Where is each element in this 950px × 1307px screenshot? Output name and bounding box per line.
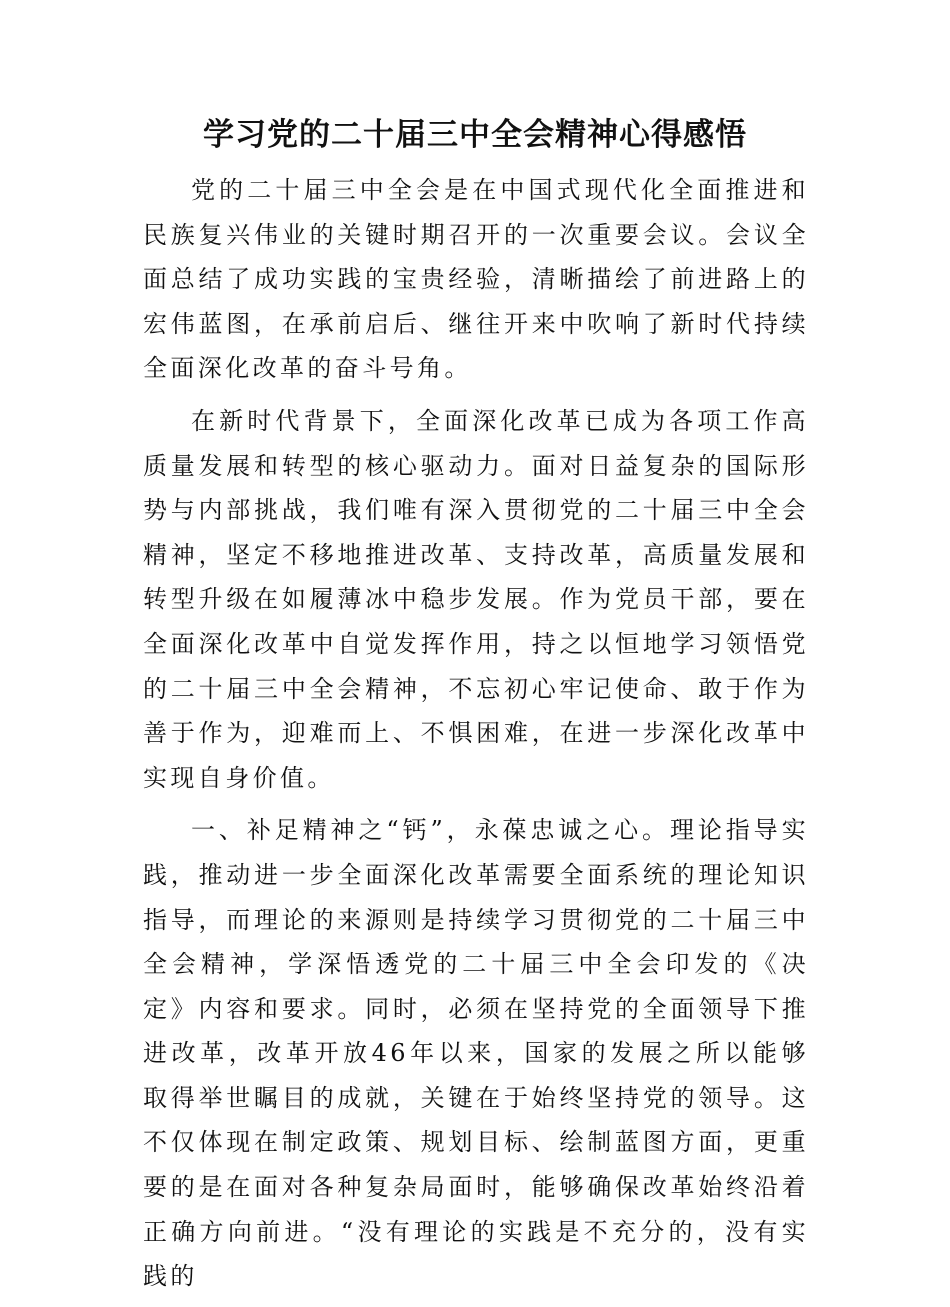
paragraph-section-one: 一、补足精神之“钙”，永葆忠诚之心。理论指导实践，推动进一步全面深化改革需要全面系统的理论知识指导，而理论的来源则是持续学习贯彻党的二十届三中全会精神，学深悟透党的二十届三中全会印发的《决定》内容和要求。同时，必须在坚持党的全面领导下推进改革，改革开放46年以来，国家的发展之所以能够取得举世瞩目的成就，关键在于始终坚持党的领导。这不仅体现在制定政策、规划目标、绘制蓝图方面，更重要的是在面对各种复杂局面时，能够确保改革始终沿着正确方向前进。“没有理论的实践是不充分的，没有实践的: [143, 816, 809, 1291]
paragraph-intro: 党的二十届三中全会是在中国式现代化全面推进和民族复兴伟业的关键时期召开的一次重要会议。会议全面总结了成功实践的宝贵经验，清晰描绘了前进路上的宏伟蓝图，在承前启后、继往开来中吹响了新时代持续全面深化改革的奋斗号角。: [143, 176, 809, 383]
document-body: [143, 168, 809, 1307]
document-title: 学习党的二十届三中全会精神心得感悟: [203, 117, 747, 153]
paragraph-background: 在新时代背景下，全面深化改革已成为各项工作高质量发展和转型的核心驱动力。面对日益复杂的国际形势与内部挑战，我们唯有深入贯彻党的二十届三中全会精神，坚定不移地推进改革、支持改革，高质量发展和转型升级在如履薄冰中稳步发展。作为党员干部，要在全面深化改革中自觉发挥作用，持之以恒地学习领悟党的二十届三中全会精神，不忘初心牢记使命、敢于作为善于作为，迎难而上、不惧困难，在进一步深化改革中实现自身价值。: [143, 406, 809, 792]
